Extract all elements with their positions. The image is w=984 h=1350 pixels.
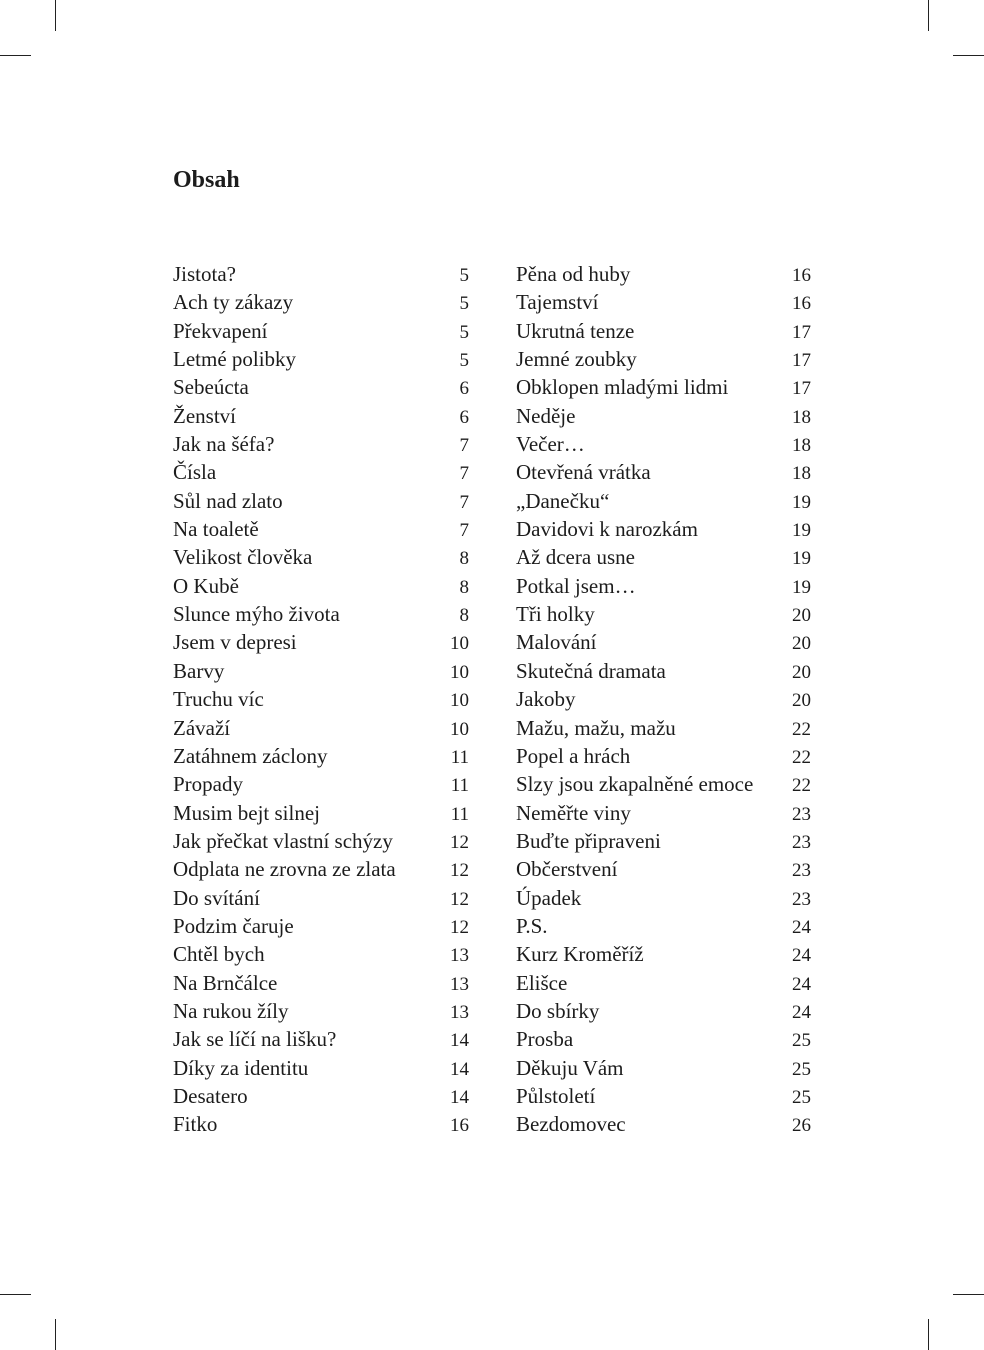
toc-entry-page-number: 19 (792, 520, 811, 542)
toc-entry-title: Musim bejt silnej (173, 800, 320, 825)
toc-entry (173, 685, 469, 713)
toc-entry (516, 317, 811, 345)
toc-entry-title: Elišce (516, 970, 568, 995)
toc-entry-page-number: 20 (792, 605, 811, 627)
toc-right-column (516, 260, 811, 1139)
toc-entry (516, 969, 811, 997)
toc-entry (516, 940, 811, 968)
toc-entry-title: O Kubě (173, 573, 239, 598)
toc-entry-page-number: 24 (792, 973, 811, 995)
toc-entry-title: Večer… (516, 432, 585, 457)
toc-entry-page-number: 25 (792, 1058, 811, 1080)
toc-entry-page-number: 12 (450, 888, 469, 910)
toc-entry-title: Sůl nad zlato (173, 488, 283, 513)
toc-entry-page-number: 20 (792, 690, 811, 712)
toc-entry (173, 1082, 469, 1110)
toc-entry (173, 742, 469, 770)
toc-left-column (173, 260, 469, 1139)
toc-entry-page-number: 16 (792, 265, 811, 286)
crop-mark-top-right-horizontal (953, 55, 984, 56)
toc-entry (516, 1025, 811, 1053)
crop-mark-top-right-vertical (928, 0, 929, 31)
toc-entry-title: Jak přečkat vlastní schýzy (173, 828, 393, 853)
toc-entry-title: Do sbírky (516, 998, 600, 1023)
toc-entry (516, 288, 811, 316)
toc-entry-page-number: 13 (450, 1001, 469, 1023)
toc-entry (173, 912, 469, 940)
toc-entry-page-number: 7 (459, 463, 469, 485)
toc-entry-title: Díky za identitu (173, 1055, 309, 1080)
toc-entry (516, 430, 811, 458)
toc-entry-page-number: 12 (450, 916, 469, 938)
toc-entry-title: Ukrutná tenze (516, 318, 635, 343)
toc-entry (516, 742, 811, 770)
toc-entry (516, 855, 811, 883)
crop-mark-bottom-left-horizontal (0, 1294, 31, 1295)
toc-entry-page-number: 8 (459, 548, 469, 570)
toc-entry-page-number: 16 (792, 293, 811, 315)
toc-entry-page-number: 24 (792, 916, 811, 938)
toc-entry (516, 714, 811, 742)
toc-entry-title: Půlstoletí (516, 1083, 596, 1108)
toc-entry-page-number: 19 (792, 576, 811, 598)
toc-entry-page-number: 25 (792, 1086, 811, 1108)
toc-entry (173, 855, 469, 883)
toc-entry (173, 260, 469, 288)
toc-entry (516, 572, 811, 600)
toc-entry (173, 600, 469, 628)
toc-entry (173, 430, 469, 458)
toc-entry (173, 543, 469, 571)
toc-entry (516, 685, 811, 713)
toc-entry-page-number: 14 (450, 1030, 469, 1052)
toc-entry-page-number: 14 (450, 1086, 469, 1108)
toc-entry (516, 458, 811, 486)
toc-entry (516, 884, 811, 912)
toc-entry-page-number: 22 (792, 718, 811, 740)
toc-entry-page-number: 11 (450, 803, 469, 825)
toc-entry (173, 657, 469, 685)
toc-entry (516, 543, 811, 571)
toc-entry-page-number: 17 (792, 378, 811, 400)
crop-mark-bottom-right-vertical (928, 1319, 929, 1350)
toc-entry-page-number: 20 (792, 633, 811, 655)
toc-entry-page-number: 24 (792, 1001, 811, 1023)
toc-entry-page-number: 24 (792, 945, 811, 967)
toc-entry-page-number: 16 (450, 1115, 469, 1137)
toc-entry (173, 827, 469, 855)
toc-entry-title: Ženství (173, 403, 236, 428)
toc-entry-page-number: 6 (459, 378, 469, 400)
toc-entry (516, 1082, 811, 1110)
toc-entry-page-number: 5 (459, 265, 469, 286)
toc-entry (516, 799, 811, 827)
toc-entry (516, 912, 811, 940)
toc-entry-page-number: 5 (459, 321, 469, 343)
toc-entry (173, 345, 469, 373)
toc-entry-page-number: 19 (792, 491, 811, 513)
toc-entry (516, 515, 811, 543)
toc-entry (173, 572, 469, 600)
toc-entry-title: Slzy jsou zkapalněné emoce (516, 772, 754, 797)
toc-entry-title: Propady (173, 772, 243, 797)
toc-entry-title: „Danečku“ (516, 488, 610, 513)
toc-entry (173, 884, 469, 912)
crop-mark-top-left-horizontal (0, 55, 31, 56)
crop-mark-top-left-vertical (55, 0, 56, 31)
toc-entry-page-number: 22 (792, 746, 811, 768)
toc-entry-page-number: 23 (792, 888, 811, 910)
toc-entry-title: Buďte připraveni (516, 828, 661, 853)
toc-entry-title: Davidovi k narozkám (516, 517, 698, 542)
toc-entry-page-number: 17 (792, 350, 811, 372)
toc-entry-title: Bezdomovec (516, 1112, 626, 1137)
toc-entry (173, 373, 469, 401)
toc-entry-page-number: 18 (792, 435, 811, 457)
toc-entry (173, 1025, 469, 1053)
toc-entry-title: Prosba (516, 1027, 574, 1052)
toc-entry (516, 628, 811, 656)
toc-entry-page-number: 14 (450, 1058, 469, 1080)
toc-entry-title: Odplata ne zrovna ze zlata (173, 857, 396, 882)
toc-entry-title: Fitko (173, 1112, 218, 1137)
toc-entry-title: Zatáhnem záclony (173, 743, 328, 768)
toc-entry-title: Na rukou žíly (173, 998, 289, 1023)
toc-entry (516, 373, 811, 401)
toc-entry-page-number: 5 (459, 350, 469, 372)
toc-entry (516, 1110, 811, 1138)
toc-entry-title: Úpadek (516, 885, 582, 910)
toc-entry (516, 345, 811, 373)
toc-entry-page-number: 8 (459, 576, 469, 598)
toc-entry (173, 770, 469, 798)
toc-entry (516, 1054, 811, 1082)
toc-entry (516, 827, 811, 855)
toc-entry-page-number: 7 (459, 435, 469, 457)
toc-entry-title: Neděje (516, 403, 576, 428)
toc-entry-title: Děkuju Vám (516, 1055, 624, 1080)
toc-entry-title: Podzim čaruje (173, 913, 294, 938)
toc-entry (173, 487, 469, 515)
toc-entry (173, 317, 469, 345)
toc-entry-title: Jemné zoubky (516, 347, 637, 372)
toc-entry (173, 1054, 469, 1082)
toc-entry-page-number: 6 (459, 406, 469, 428)
toc-entry-page-number: 19 (792, 548, 811, 570)
toc-entry (516, 402, 811, 430)
toc-entry-title: Mažu, mažu, mažu (516, 715, 676, 740)
toc-entry-title: Kurz Kroměříž (516, 942, 644, 967)
toc-entry-title: Do svítání (173, 885, 260, 910)
toc-entry (173, 969, 469, 997)
toc-entry (516, 657, 811, 685)
toc-entry-title: Malování (516, 630, 597, 655)
toc-entry-title: Velikost člověka (173, 545, 313, 570)
toc-entry-page-number: 10 (450, 633, 469, 655)
toc-entry-title: Závaží (173, 715, 231, 740)
toc-entry-title: Jak na šéfa? (173, 432, 275, 457)
toc-entry-title: Jsem v depresi (173, 630, 297, 655)
toc-entry-title: Barvy (173, 658, 225, 683)
toc-entry-page-number: 13 (450, 945, 469, 967)
toc-entry-page-number: 7 (459, 491, 469, 513)
toc-entry-page-number: 17 (792, 321, 811, 343)
toc-entry (516, 770, 811, 798)
crop-mark-bottom-right-horizontal (953, 1294, 984, 1295)
toc-entry (173, 1110, 469, 1138)
toc-entry-title: Na Brnčálce (173, 970, 278, 995)
toc-entry-page-number: 18 (792, 406, 811, 428)
toc-entry-title: Až dcera usne (516, 545, 635, 570)
toc-entry-page-number: 12 (450, 831, 469, 853)
toc-entry (173, 458, 469, 486)
toc-entry-page-number: 23 (792, 831, 811, 853)
toc-entry-title: Občerstvení (516, 857, 618, 882)
toc-entry (173, 515, 469, 543)
toc-entry-title: Slunce mýho života (173, 602, 340, 627)
toc-entry-title: Sebeúcta (173, 375, 249, 400)
toc-entry-title: Ach ty zákazy (173, 290, 294, 315)
toc-entry-title: Na toaletě (173, 517, 259, 542)
toc-entry-page-number: 22 (792, 775, 811, 797)
toc-entry-page-number: 23 (792, 803, 811, 825)
crop-mark-bottom-left-vertical (55, 1319, 56, 1350)
toc-entry-title: Neměřte viny (516, 800, 631, 825)
toc-entry-title: Jistota? (173, 262, 236, 286)
toc-entry-page-number: 8 (459, 605, 469, 627)
toc-entry-page-number: 26 (792, 1115, 811, 1137)
toc-entry (516, 260, 811, 288)
toc-entry (173, 799, 469, 827)
toc-entry-title: Chtěl bych (173, 942, 265, 967)
toc-entry-page-number: 5 (459, 293, 469, 315)
toc-entry-page-number: 10 (450, 661, 469, 683)
toc-entry-title: Skutečná dramata (516, 658, 666, 683)
toc-entry-page-number: 7 (459, 520, 469, 542)
toc-entry-title: Jakoby (516, 687, 576, 712)
toc-entry-title: P.S. (516, 913, 548, 938)
toc-entry-title: Překvapení (173, 318, 268, 343)
toc-entry-page-number: 12 (450, 860, 469, 882)
toc-entry-title: Letmé polibky (173, 347, 297, 372)
toc-entry-page-number: 10 (450, 718, 469, 740)
toc-entry (173, 940, 469, 968)
toc-entry (173, 288, 469, 316)
toc-entry-page-number: 10 (450, 690, 469, 712)
toc-entry-title: Otevřená vrátka (516, 460, 651, 485)
toc-entry-title: Tři holky (516, 602, 595, 627)
toc-entry-title: Desatero (173, 1083, 248, 1108)
toc-entry-title: Obklopen mladými lidmi (516, 375, 729, 400)
toc-entry (516, 997, 811, 1025)
toc-entry (173, 714, 469, 742)
toc-entry (173, 628, 469, 656)
toc-entry-title: Tajemství (516, 290, 599, 315)
toc-entry-page-number: 11 (450, 746, 469, 768)
toc-entry-title: Potkal jsem… (516, 573, 636, 598)
toc-entry-page-number: 13 (450, 973, 469, 995)
toc-entry-title: Čísla (173, 460, 217, 485)
toc-entry-title: Truchu víc (173, 687, 264, 712)
toc-entry-page-number: 11 (450, 775, 469, 797)
toc-entry-page-number: 25 (792, 1030, 811, 1052)
toc-entry (516, 487, 811, 515)
toc-entry-title: Popel a hrách (516, 743, 631, 768)
toc-entry-title: Pěna od huby (516, 262, 631, 286)
toc-entry-title: Jak se líčí na lišku? (173, 1027, 337, 1052)
toc-entry (173, 402, 469, 430)
page-title: Obsah (173, 167, 240, 193)
toc-entry-page-number: 18 (792, 463, 811, 485)
toc-entry-page-number: 23 (792, 860, 811, 882)
toc-entry-page-number: 20 (792, 661, 811, 683)
toc-entry (516, 600, 811, 628)
toc-entry (173, 997, 469, 1025)
